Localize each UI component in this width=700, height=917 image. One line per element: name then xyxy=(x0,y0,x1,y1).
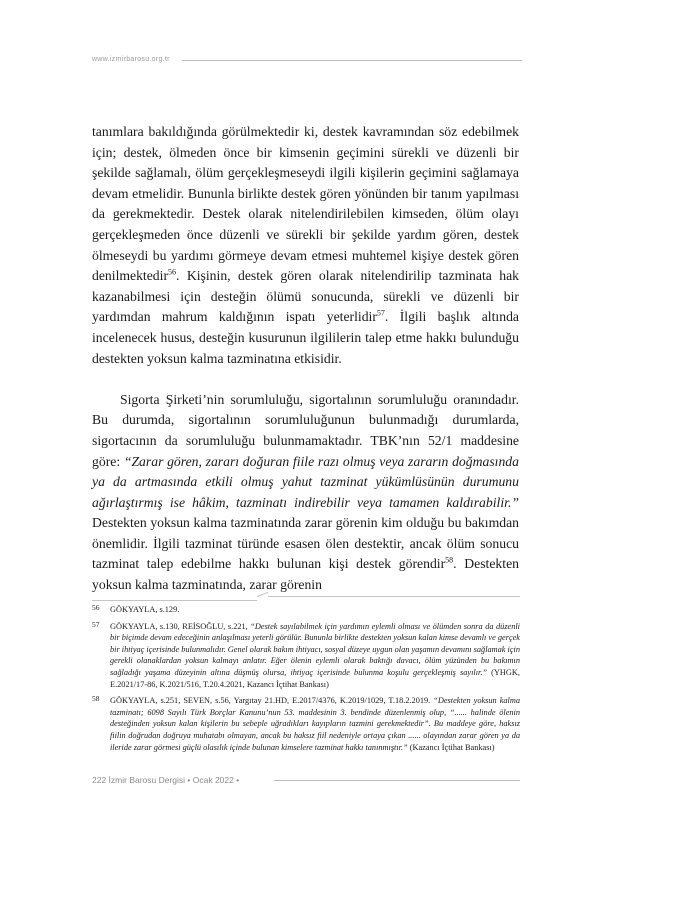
footnote-ref-57: 57 xyxy=(376,308,385,318)
body-text xyxy=(92,122,519,596)
footnote-57: 57 GÖKYAYLA, s.130, REİSOĞLU, s.221, “Destek sayılabilmek için yardımın eylemli olması ve ölümden sonra da düzenli bir biçimde devam edeceğinin anlaşılması yeterli görülür. Bununla birlikte destekten yoksun kalan kimse devamlı ve gerçek bir ihtiyaç içerisinde bulunmalıdır. Genel olarak bakım ihtiyacı, sosyal düzeye uygun olan yaşamın devamını sağlamak için gerekli olanaklardan yoksun kalmayı anlatır. Eğer ölenin eylemli olarak baktığı davacı, ölüm yüzünden bu bakımın sağladığı yaşama düzeyinin altına düşmüş olursa, ihtiyaç içerisinde bulunma koşulu gerçekleşmiş sayılır.” (YHGK, E.2021/17-86, K.2021/516, T.20.4.2021, Kazancı İçtihat Bankası) xyxy=(92,619,520,689)
footnote-number: 56 xyxy=(92,603,100,612)
page-header xyxy=(92,55,522,67)
footer-text: 222 İzmir Barosu Dergisi • Ocak 2022 • xyxy=(92,775,240,785)
law-quote: “Zarar gören, zararı doğuran fiile razı olmuş veya zararın doğmasında ya da artmasında etkili olmuş yahut tazminat yükümlüsünün durumunu ağırlaştırmış ise hâkim, tazminatı indirebilir veya tamamen kaldırabilir.” xyxy=(92,453,519,510)
header-url: www.izmirbarosu.org.tr xyxy=(92,56,170,63)
footnote-ref-56: 56 xyxy=(168,267,177,277)
paragraph-2: Sigorta Şirketi’nin sorumluluğu, sigortalının sorumluluğu oranındadır. Bu durumda, sigortalının sorumluluğunun bulunmadığı durumlarda, sigortacının da sorumluluğu bulunmamaktadır. TBK’nın 52/1 maddesine göre: “Zarar gören, zararı doğuran fiile razı olmuş veya zararın doğmasında ya da artmasında etkili olmuş yahut tazminat yükümlüsünün durumunu ağırlaştırmış ise hâkim, tazminatı indirebilir veya tamamen kaldırabilir.” Destekten yoksun kalma tazminatında zarar görenin kim olduğu bu bakımdan önemlidir. İlgili tazminat türünde esasen ölen destektir, ancak ölüm sonucu tazminat talep edebilme hakkı bulunan kişi destek görendir$^{58}$. Destekten yoksun kalma tazminatında, zarar görenin xyxy=(92,391,519,593)
footnotes xyxy=(92,604,520,758)
footnote-number: 57 xyxy=(92,619,100,629)
footnote-56: 56 GÖKYAYLA, s.129. xyxy=(92,603,180,614)
footnote-number: 58 xyxy=(92,694,100,704)
footnote-separator xyxy=(92,594,520,602)
footnote-ref-58: 58 xyxy=(445,555,454,565)
footnote-58: 58 GÖKYAYLA, s.251, SEVEN, s.56, Yargıtay 21.HD, E.2017/4376, K.2019/1029, T.18.2.2019. “Destekten yoksun kalma tazminatı; 6098 Sayılı Türk Borçlar Kanunu’nun 53. maddesinin 3. bendinde düzenlenmiş olup, “...... halinde ölenin desteğinden yoksun kalan kişilerin bu sebeple uğradıkları kayıpların tazmini gerekmektedir”. Bu maddeye göre, haksız fiilin doğrudan doğruya muhatabı olmayan, ancak bu haksız fiil nedeniyle ortaya çıkan ...... olayından zarar gören ya da ileride zarar görmesi güçlü olasılık içinde bulunan kimselere tazminat hakkı tanınmıştır.” (Kazancı İçtihat Bankası) xyxy=(92,694,520,752)
page-footer xyxy=(92,774,520,788)
header-rule xyxy=(182,60,522,61)
footer-rule xyxy=(274,780,520,781)
paragraph-1: tanımlara bakıldığında görülmektedir ki, destek kavramından söz edebilmek için; destek, ölmeden önce bir kimsenin geçimini sürekli ve düzenli bir şekilde sağlamalı, ölüm gerçekleşmeseydi ilgili kişilerin geçimini sağlamaya devam etmelidir. Bununla birlikte destek gören yönünden bir tanım yapılması da gerekmektedir. Destek olarak nitelendirilebilen kimseden, ölüm olayı gerçekleşmeden önce düzenli ve sürekli bir şekilde yardım gören, destek ölmeseydi bu yardımı görmeye devam etmesi muhtemel kişiye destek gören denilmektedir$^{56}$. Kişinin, destek gören olarak nitelendirilip tazminata hak kazanabilmesi için desteğin ölümü sonucunda, sürekli ve düzenli bir yardımdan mahrum kaldığının ispatı yeterlidir$^{57}$. İlgili başlık altında incelenecek husus, desteğin kusurunun ilgililerin talep etme hakkı bulunduğu destekten yoksun kalma tazminatına etkisidir. xyxy=(92,124,519,366)
